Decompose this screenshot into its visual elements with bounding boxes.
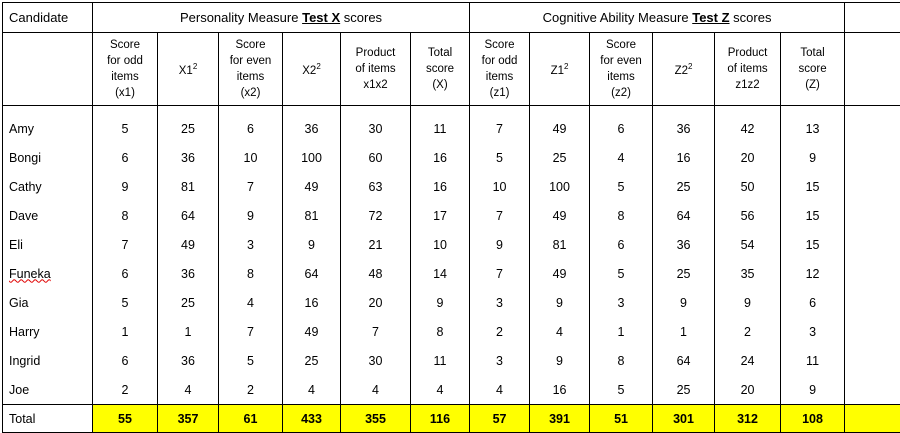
score-cell: 9 — [530, 288, 590, 317]
score-cell: 8 — [93, 201, 158, 230]
subheader-z2-squared: $Z2^2$ — [653, 33, 715, 106]
score-cell: 81 — [158, 172, 219, 201]
score-cell: 35 — [715, 259, 781, 288]
score-cell: 4 — [283, 375, 341, 405]
score-cell: 3 — [470, 288, 530, 317]
table-row — [3, 346, 900, 375]
score-cell: 25 — [653, 375, 715, 405]
score-cell: 5 — [219, 346, 283, 375]
score-cell: 5 — [590, 375, 653, 405]
score-cell: 81 — [530, 230, 590, 259]
score-cell: 5 — [470, 143, 530, 172]
score-cell: 4 — [470, 375, 530, 405]
score-cell: 9 — [93, 172, 158, 201]
score-cell: 5 — [590, 259, 653, 288]
score-cell: 36 — [653, 230, 715, 259]
score-cell: 5 — [590, 172, 653, 201]
score-cell: 8 — [590, 346, 653, 375]
candidate-name: Eli — [3, 230, 93, 259]
score-cell: 4 — [530, 317, 590, 346]
subheader-x2-squared: $X2^2$ — [283, 33, 341, 106]
score-cell: 9 — [470, 230, 530, 259]
candidate-name: Bongi — [3, 143, 93, 172]
score-cell: 9 — [781, 375, 845, 405]
score-cell: 7 — [219, 317, 283, 346]
candidate-name: Cathy — [3, 172, 93, 201]
score-cell: 16 — [411, 143, 470, 172]
subheader-row — [3, 33, 900, 106]
score-cell: 7 — [470, 259, 530, 288]
score-cell: 20 — [715, 143, 781, 172]
empty-cell — [845, 106, 900, 144]
score-cell: 11 — [411, 106, 470, 144]
total-cell: 355 — [341, 405, 411, 433]
score-cell: 15 — [781, 201, 845, 230]
score-cell: 9 — [781, 143, 845, 172]
score-cell: 7 — [341, 317, 411, 346]
subheader-z1: Score for odd items (z1) — [470, 33, 530, 106]
score-cell: 48 — [341, 259, 411, 288]
candidate-rows — [3, 106, 900, 405]
score-cell: 30 — [341, 106, 411, 144]
candidate-name: Amy — [3, 106, 93, 144]
table-row — [3, 172, 900, 201]
score-cell: 72 — [341, 201, 411, 230]
score-cell: 1 — [158, 317, 219, 346]
candidate-name: Harry — [3, 317, 93, 346]
score-cell: 49 — [158, 230, 219, 259]
total-cell: 116 — [411, 405, 470, 433]
score-cell: 2 — [715, 317, 781, 346]
score-cell: 64 — [653, 346, 715, 375]
empty-cell — [845, 259, 900, 288]
score-cell: 60 — [341, 143, 411, 172]
subheader-product-z: Product of items z1z2 — [715, 33, 781, 106]
score-cell: 25 — [653, 259, 715, 288]
score-cell: 2 — [470, 317, 530, 346]
score-cell: 36 — [283, 106, 341, 144]
score-cell: 54 — [715, 230, 781, 259]
score-cell: 1 — [93, 317, 158, 346]
score-cell: 9 — [219, 201, 283, 230]
table-row — [3, 259, 900, 288]
score-cell: 49 — [530, 201, 590, 230]
score-cell: 7 — [93, 230, 158, 259]
subheader-z2: Score for even items (z2) — [590, 33, 653, 106]
score-cell: 6 — [590, 106, 653, 144]
total-cell: 433 — [283, 405, 341, 433]
empty-cell — [845, 375, 900, 405]
candidate-name: Funeka — [3, 259, 93, 288]
title-row — [3, 3, 900, 33]
score-cell: 4 — [158, 375, 219, 405]
score-cell: 100 — [530, 172, 590, 201]
total-empty-cell — [845, 405, 900, 433]
score-cell: 4 — [411, 375, 470, 405]
score-cell: 3 — [781, 317, 845, 346]
score-cell: 20 — [341, 288, 411, 317]
empty-cell — [845, 201, 900, 230]
score-cell: 36 — [158, 143, 219, 172]
table-row — [3, 201, 900, 230]
table-row — [3, 288, 900, 317]
empty-cell — [845, 346, 900, 375]
total-cell: 312 — [715, 405, 781, 433]
total-cell: 301 — [653, 405, 715, 433]
score-cell: 17 — [411, 201, 470, 230]
empty-cell — [845, 288, 900, 317]
score-cell: 9 — [715, 288, 781, 317]
score-cell: 7 — [470, 106, 530, 144]
score-cell: 4 — [341, 375, 411, 405]
score-cell: 9 — [283, 230, 341, 259]
score-cell: 2 — [93, 375, 158, 405]
score-cell: 10 — [219, 143, 283, 172]
score-cell: 4 — [219, 288, 283, 317]
score-cell: 11 — [781, 346, 845, 375]
score-cell: 81 — [283, 201, 341, 230]
score-cell: 9 — [411, 288, 470, 317]
score-cell: 24 — [715, 346, 781, 375]
table-row — [3, 375, 900, 405]
empty-header-cell — [845, 3, 900, 33]
subheader-x1: Score for odd items (x1) — [93, 33, 158, 106]
total-cell: 51 — [590, 405, 653, 433]
score-cell: 10 — [411, 230, 470, 259]
score-cell: 5 — [93, 288, 158, 317]
table-row — [3, 143, 900, 172]
score-cell: 3 — [590, 288, 653, 317]
total-cell: 57 — [470, 405, 530, 433]
score-cell: 4 — [590, 143, 653, 172]
score-cell: 25 — [653, 172, 715, 201]
score-cell: 6 — [590, 230, 653, 259]
score-cell: 6 — [781, 288, 845, 317]
score-cell: 10 — [470, 172, 530, 201]
table-row — [3, 317, 900, 346]
candidate-name: Gia — [3, 288, 93, 317]
score-cell: 14 — [411, 259, 470, 288]
subheader-product-x: Product of items x1x2 — [341, 33, 411, 106]
score-cell: 50 — [715, 172, 781, 201]
score-cell: 7 — [219, 172, 283, 201]
score-cell: 9 — [653, 288, 715, 317]
empty-subheader-cell — [845, 33, 900, 106]
subheader-z1-squared: $Z1^2$ — [530, 33, 590, 106]
subheader-total-z: Total score (Z) — [781, 33, 845, 106]
score-cell: 3 — [470, 346, 530, 375]
empty-cell — [845, 230, 900, 259]
score-cell: 6 — [219, 106, 283, 144]
score-cell: 6 — [93, 346, 158, 375]
score-cell: 56 — [715, 201, 781, 230]
score-cell: 11 — [411, 346, 470, 375]
test-z-label: Test Z — [692, 10, 729, 25]
cognitive-measure-header: Cognitive Ability Measure Test Z scores — [470, 3, 845, 33]
score-cell: 15 — [781, 230, 845, 259]
score-cell: 16 — [530, 375, 590, 405]
score-cell: 6 — [93, 143, 158, 172]
score-cell: 49 — [530, 259, 590, 288]
subheader-x1-squared: $X1^2$ — [158, 33, 219, 106]
candidate-header: Candidate — [3, 3, 93, 33]
score-cell: 42 — [715, 106, 781, 144]
score-cell: 7 — [470, 201, 530, 230]
total-row — [3, 405, 900, 433]
score-cell: 63 — [341, 172, 411, 201]
table-row — [3, 230, 900, 259]
score-cell: 36 — [158, 259, 219, 288]
score-cell: 13 — [781, 106, 845, 144]
score-cell: 36 — [158, 346, 219, 375]
personality-measure-header: Personality Measure Test X scores — [93, 3, 470, 33]
empty-cell — [845, 172, 900, 201]
subheader-x2: Score for even items (x2) — [219, 33, 283, 106]
score-cell: 25 — [283, 346, 341, 375]
candidate-name: Dave — [3, 201, 93, 230]
total-label: Total — [3, 405, 93, 433]
table-row — [3, 106, 900, 144]
total-cell: 55 — [93, 405, 158, 433]
score-cell: 64 — [653, 201, 715, 230]
score-cell: 8 — [411, 317, 470, 346]
score-cell: 15 — [781, 172, 845, 201]
empty-cell — [845, 317, 900, 346]
score-cell: 9 — [530, 346, 590, 375]
total-cell: 61 — [219, 405, 283, 433]
total-cell: 391 — [530, 405, 590, 433]
score-cell: 64 — [283, 259, 341, 288]
score-cell: 1 — [653, 317, 715, 346]
score-cell: 5 — [93, 106, 158, 144]
score-cell: 16 — [411, 172, 470, 201]
score-cell: 6 — [93, 259, 158, 288]
score-cell: 8 — [590, 201, 653, 230]
score-cell: 16 — [283, 288, 341, 317]
score-cell: 1 — [590, 317, 653, 346]
score-cell: 49 — [530, 106, 590, 144]
score-cell: 21 — [341, 230, 411, 259]
scores-table — [2, 2, 900, 433]
score-cell: 2 — [219, 375, 283, 405]
total-cell: 357 — [158, 405, 219, 433]
candidate-name: Joe — [3, 375, 93, 405]
score-cell: 25 — [530, 143, 590, 172]
score-cell: 16 — [653, 143, 715, 172]
test-x-label: Test X — [302, 10, 340, 25]
score-cell: 8 — [219, 259, 283, 288]
score-cell: 20 — [715, 375, 781, 405]
subheader-total-x: Total score (X) — [411, 33, 470, 106]
score-cell: 25 — [158, 288, 219, 317]
empty-subheader-cell — [3, 33, 93, 106]
score-cell: 36 — [653, 106, 715, 144]
empty-cell — [845, 143, 900, 172]
score-cell: 49 — [283, 172, 341, 201]
candidate-name: Ingrid — [3, 346, 93, 375]
score-cell: 100 — [283, 143, 341, 172]
score-cell: 64 — [158, 201, 219, 230]
score-cell: 3 — [219, 230, 283, 259]
total-cell: 108 — [781, 405, 845, 433]
score-cell: 25 — [158, 106, 219, 144]
score-cell: 49 — [283, 317, 341, 346]
score-cell: 12 — [781, 259, 845, 288]
score-cell: 30 — [341, 346, 411, 375]
